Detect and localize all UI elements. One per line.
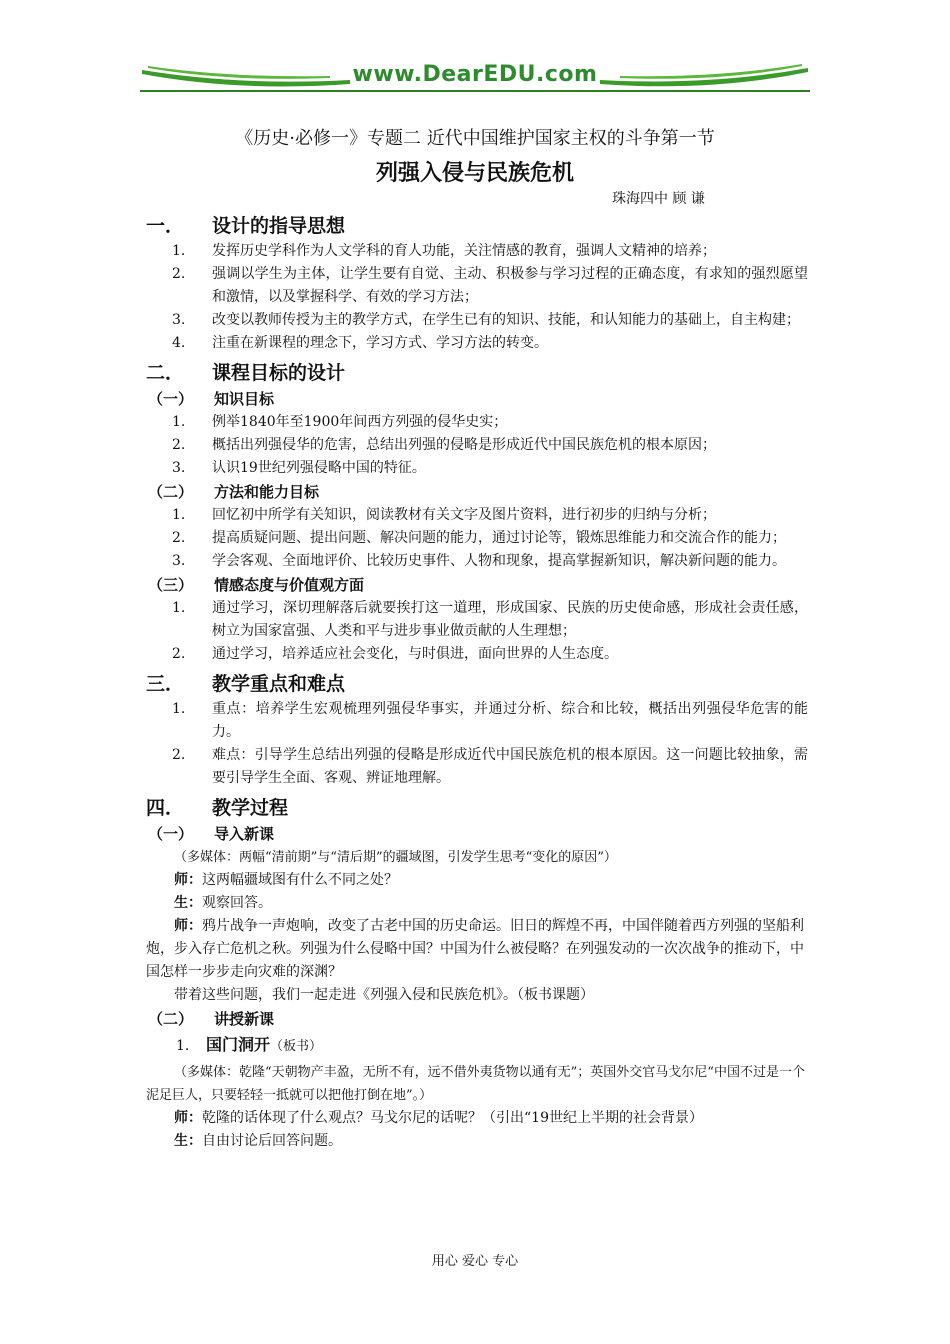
item-number: 1. — [172, 243, 186, 259]
item-number: 2. — [172, 437, 186, 453]
subsection-title: 讲授新课 — [214, 1010, 275, 1028]
list-item — [146, 309, 808, 332]
list-item — [146, 550, 808, 573]
topic-heading — [146, 1031, 808, 1061]
item-number: 4. — [172, 335, 186, 351]
subsection-number: （一） — [148, 825, 194, 843]
item-text: 认识19世纪列强侵略中国的特征。 — [212, 460, 426, 476]
document-body — [146, 208, 808, 1153]
subsection-heading — [146, 480, 808, 504]
item-text: 提高质疑问题、提出问题、解决问题的能力，通过讨论等，锻炼思维能力和交流合作的能力； — [212, 530, 786, 546]
item-number: 3. — [172, 553, 186, 569]
list-item — [146, 263, 808, 309]
list-item — [146, 240, 808, 263]
item-number: 1. — [172, 414, 186, 430]
subsection-number: （二） — [148, 1010, 194, 1028]
dialog-paragraph — [146, 915, 808, 984]
dialog-line — [146, 1130, 808, 1153]
section-number: 三． — [146, 673, 185, 695]
speaker-label: 师： — [174, 918, 202, 934]
section-heading-4 — [146, 794, 808, 822]
list-item — [146, 597, 808, 643]
ability-goals-list — [146, 504, 808, 573]
list-item — [146, 744, 808, 790]
item-text: 概括出列强侵华的危害，总结出列强的侵略是形成近代中国民族危机的根本原因； — [212, 437, 716, 453]
list-item — [146, 698, 808, 744]
subsection-heading — [146, 573, 808, 597]
topic-number: 1. — [176, 1038, 190, 1054]
subsection-number: （二） — [148, 483, 194, 501]
dialog-line — [146, 1107, 808, 1130]
author-line: 珠海四中 顾 谦 — [612, 191, 705, 207]
subsection-heading — [146, 387, 808, 411]
subsection-heading — [146, 1007, 808, 1031]
item-text: 通过学习，培养适应社会变化，与时俱进，面向世界的人生态度。 — [212, 646, 618, 662]
document-title: 列强入侵与民族危机 — [375, 161, 574, 186]
speaker-label: 师： — [174, 872, 202, 888]
dialog-line — [146, 892, 808, 915]
section-title: 教学重点和难点 — [212, 673, 346, 695]
header-banner — [140, 56, 810, 102]
section-number: 一． — [146, 215, 185, 237]
item-number: 1. — [172, 600, 186, 616]
values-goals-list — [146, 597, 808, 666]
list-item — [146, 527, 808, 550]
site-logo-text: www.DearEDU.com — [352, 62, 598, 87]
item-text: 强调以学生为主体，让学生要有自觉、主动、积极参与学习过程的正确态度，有求知的强烈愿望和激情，以及掌握科学、有效的学习方法； — [212, 266, 808, 305]
section-number: 四． — [146, 797, 185, 819]
subsection-title: 知识目标 — [214, 390, 275, 408]
topic-title: 国门洞开 — [206, 1035, 271, 1054]
topic-note: （板书） — [270, 1039, 323, 1054]
dialog-text: 观察回答。 — [202, 895, 272, 911]
item-text: 重点：培养学生宏观梳理列强侵华事实，并通过分析、综合和比较，概括出列强侵华危害的能力。 — [212, 701, 808, 740]
list-item — [146, 457, 808, 480]
dialog-line — [146, 869, 808, 892]
section-1-list — [146, 240, 808, 355]
knowledge-goals-list — [146, 411, 808, 480]
subsection-number: （三） — [148, 576, 194, 594]
key-points-list — [146, 698, 808, 790]
speaker-label: 生： — [174, 895, 202, 911]
list-item — [146, 434, 808, 457]
page-footer: 用心 爱心 专心 — [431, 1254, 519, 1269]
multimedia-note: （多媒体：乾隆“天朝物产丰盈，无所不有，远不借外夷货物以通有无”；英国外交官马戈尔尼“中国不过是一个泥足巨人，只要轻轻一抵就可以把他打倒在地”。） — [146, 1065, 805, 1103]
list-item — [146, 643, 808, 666]
item-text: 学会客观、全面地评价、比较历史事件、人物和现象，提高掌握新知识，解决新问题的能力。 — [212, 553, 786, 569]
item-number: 2. — [172, 646, 186, 662]
item-number: 3. — [172, 460, 186, 476]
subsection-title: 方法和能力目标 — [214, 483, 320, 501]
list-item — [146, 332, 808, 355]
section-number: 二． — [146, 362, 185, 384]
item-text: 回忆初中所学有关知识，阅读教材有关文字及图片资料，进行初步的归纳与分析； — [212, 507, 716, 523]
section-heading-1 — [146, 212, 808, 240]
speaker-label: 师： — [174, 1110, 202, 1126]
section-title: 教学过程 — [212, 797, 289, 819]
subsection-title: 导入新课 — [214, 825, 275, 843]
dialog-text: 乾隆的话体现了什么观点？马戈尔尼的话呢？（引出“19世纪上半期的社会背景） — [202, 1110, 703, 1126]
section-title: 课程目标的设计 — [212, 362, 346, 384]
intro-paragraph: 带着这些问题，我们一起走进《列强入侵和民族危机》。（板书课题） — [174, 987, 594, 1003]
section-heading-2 — [146, 359, 808, 387]
document-subtitle: 《历史·必修一》专题二 近代中国维护国家主权的斗争第一节 — [235, 128, 715, 149]
dialog-text: 鸦片战争一声炮响，改变了古老中国的历史命运。旧日的辉煌不再，中国伴随着西方列强的坚船利炮，步入存亡危机之秋。列强为什么侵略中国？中国为什么被侵略？在列强发动的一次次战争的推动下，中国怎样一步步走向灾难的深渊？ — [146, 918, 804, 980]
speaker-label: 生： — [174, 1133, 202, 1149]
section-heading-3 — [146, 670, 808, 698]
list-item — [146, 411, 808, 434]
item-text: 发挥历史学科作为人文学科的育人功能，关注情感的教育，强调人文精神的培养； — [212, 243, 716, 259]
item-number: 1. — [172, 507, 186, 523]
item-text: 通过学习，深切理解落后就要挨打这一道理，形成国家、民族的历史使命感，形成社会责任感，树立为国家富强、人类和平与进步事业做贡献的人生理想； — [212, 600, 808, 639]
item-number: 3. — [172, 312, 186, 328]
multimedia-note: （多媒体：两幅“清前期”与“清后期”的疆域图，引发学生思考“变化的原因”） — [174, 850, 617, 865]
item-text: 例举1840年至1900年间西方列强的侵华史实； — [212, 414, 508, 430]
item-text: 注重在新课程的理念下，学习方式、学习方法的转变。 — [212, 335, 548, 351]
section-title: 设计的指导思想 — [212, 215, 346, 237]
item-text: 难点：引导学生总结出列强的侵略是形成近代中国民族危机的根本原因。这一问题比较抽象，需要引导学生全面、客观、辨证地理解。 — [212, 747, 808, 786]
subsection-number: （一） — [148, 390, 194, 408]
item-number: 1. — [172, 701, 186, 717]
item-number: 2. — [172, 747, 186, 763]
dialog-text: 自由讨论后回答问题。 — [202, 1133, 342, 1149]
subsection-heading — [146, 822, 808, 846]
subsection-title: 情感态度与价值观方面 — [214, 576, 365, 594]
list-item — [146, 504, 808, 527]
item-text: 改变以教师传授为主的教学方式，在学生已有的知识、技能，和认知能力的基础上，自主构建； — [212, 312, 800, 328]
item-number: 2. — [172, 266, 186, 282]
dialog-text: 这两幅疆域图有什么不同之处？ — [202, 872, 398, 888]
item-number: 2. — [172, 530, 186, 546]
